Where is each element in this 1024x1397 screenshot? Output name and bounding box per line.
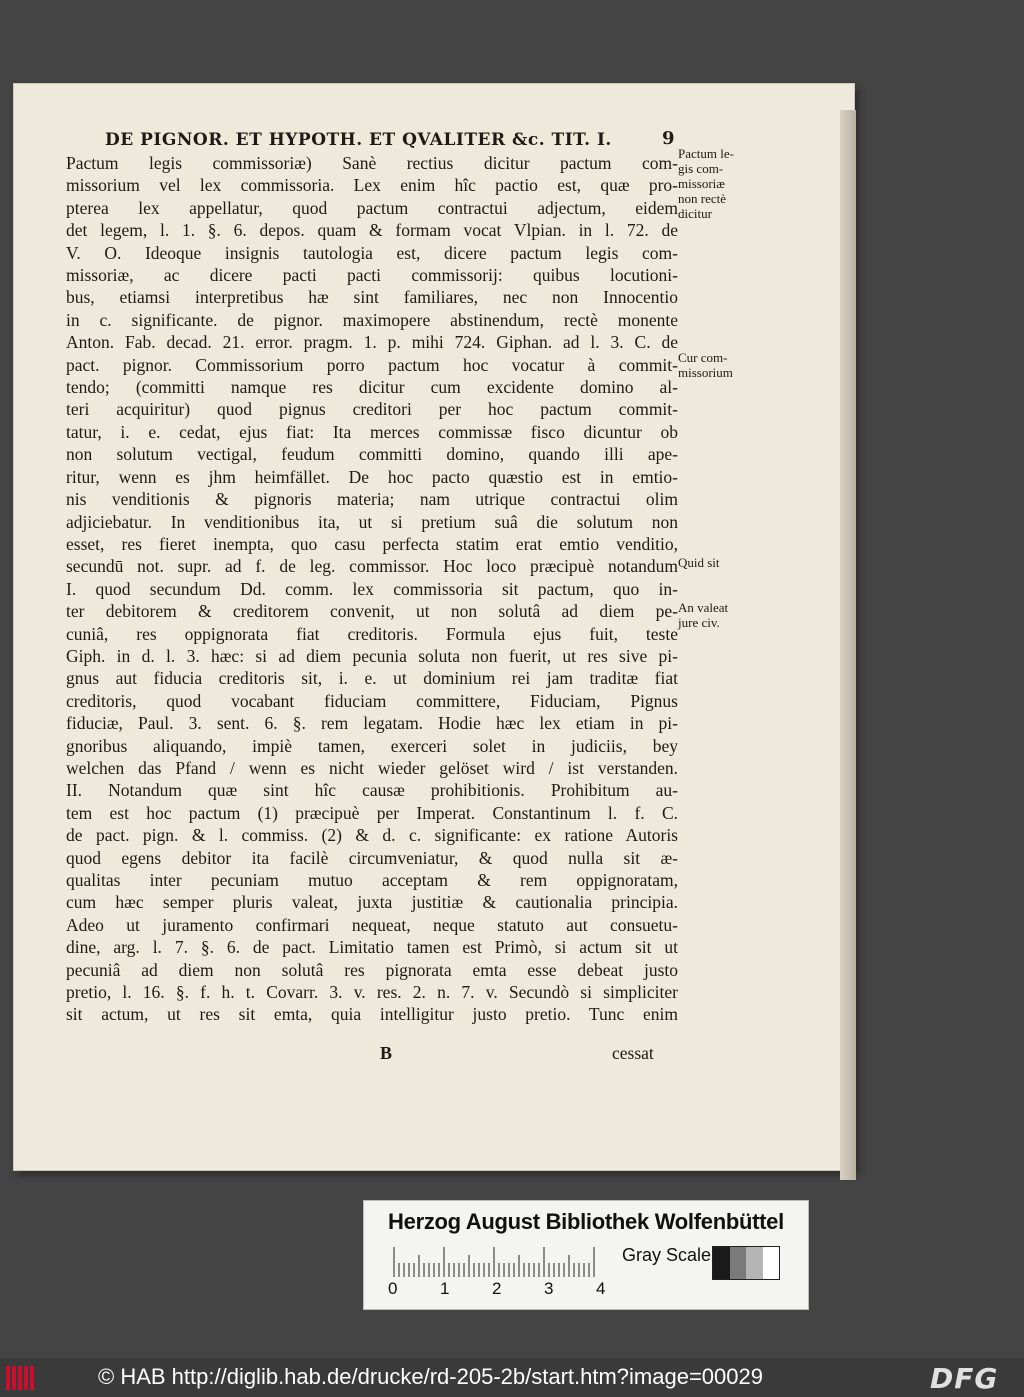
gray-swatch bbox=[730, 1247, 747, 1279]
ruler-label: 3 bbox=[544, 1279, 554, 1298]
text-line: Giph. in d. l. 3. hæc: si ad diem pecunia soluta non fuerit, ut res sive pi- bbox=[66, 645, 678, 666]
margin-note-1 bbox=[678, 146, 760, 221]
ruler-scale bbox=[392, 1245, 602, 1277]
text-line: V. O. Ideoque insignis tautologia est, dicere pactum legis com- bbox=[66, 242, 678, 263]
text-line: missorium vel lex commissoria. Lex enim hîc pactio est, quæ pro- bbox=[66, 175, 678, 196]
running-head: DE PIGNOR. ET HYPOTH. ET QVALITER &c. TIT. I. bbox=[105, 130, 612, 150]
text-line: gnus aut fiducia creditoris sit, i. e. ut dominium rei jam traditæ fiat bbox=[66, 668, 678, 689]
margin-note-2 bbox=[678, 350, 760, 380]
gray-swatch bbox=[763, 1247, 780, 1279]
text-line: II. Notandum quæ sint hîc causæ prohibitionis. Prohibitum au- bbox=[66, 780, 678, 801]
text-line: nis venditionis & pignoris materia; nam utrique contractui olim bbox=[66, 489, 678, 510]
text-line: de pact. pign. & l. commiss. (2) & d. c. significante: ex ratione Autoris bbox=[66, 825, 678, 846]
library-name: Herzog August Bibliothek Wolfenbüttel bbox=[388, 1209, 784, 1234]
footer-copyright: © HAB http://diglib.hab.de/drucke/rd-205-2b/start.htm?image=00029 bbox=[98, 1364, 763, 1389]
ruler-label: 4 bbox=[596, 1279, 606, 1298]
text-line: esset, res fieret inempta, quo casu perfecta statim erat emtio venditio, bbox=[66, 533, 678, 554]
margin-note-line: missorium bbox=[678, 365, 733, 380]
grayscale-swatches bbox=[712, 1246, 780, 1280]
text-line: secundū not. supr. ad f. de leg. commissor. Hoc loco præcipuè notandum bbox=[66, 556, 678, 577]
ruler-label: 2 bbox=[492, 1279, 502, 1298]
margin-note-4 bbox=[678, 600, 760, 630]
margin-note-line: dicitur bbox=[678, 206, 712, 221]
text-line: I. quod secundum Dd. comm. lex commissoria sit pactum, quo in- bbox=[66, 578, 678, 599]
text-line: fiduciæ, Paul. 3. sent. 6. §. rem legatam. Hodie hæc lex etiam in pi- bbox=[66, 713, 678, 734]
text-line: sit actum, ut res sit emta, quia intelligitur justo pretio. Tunc enim bbox=[66, 1004, 678, 1025]
text-line: quod egens debitor ita facilè circumveniatur, & quod nulla sit æ- bbox=[66, 847, 678, 868]
text-line: pact. pignor. Commissorium porro pactum hoc vocatur à commit- bbox=[66, 354, 678, 375]
text-line: Pactum legis commissoriæ) Sanè rectius dicitur pactum com- bbox=[66, 153, 678, 173]
margin-note-line: non rectè bbox=[678, 191, 727, 206]
text-line: creditoris, quod vocabant fiduciam committere, Fiduciam, Pignus bbox=[66, 690, 678, 711]
text-line: Anton. Fab. decad. 21. error. pragm. 1. p. mihi 724. Giphan. ad l. 3. C. de bbox=[66, 332, 678, 353]
gray-swatch bbox=[746, 1247, 763, 1279]
text-line: det legem, l. 1. §. 6. depos. quam & formam vocat Vlpian. in l. 72. de bbox=[66, 220, 678, 241]
text-line: tem est hoc pactum (1) præcipuè per Imperat. Constantinum l. f. C. bbox=[66, 802, 678, 823]
page-edge bbox=[840, 110, 856, 1180]
margin-note-line: An valeat bbox=[678, 600, 729, 615]
footer-bar bbox=[0, 1358, 1024, 1397]
text-line: dine, arg. l. 7. §. 6. de pact. Limitatio tamen est Primò, si actum sit ut bbox=[66, 937, 678, 958]
margin-note-line: missoriæ bbox=[678, 176, 725, 191]
text-line: missoriæ, ac dicere pacti pacti commissorij: quibus locutioni- bbox=[66, 265, 678, 286]
text-line: bus, etiamsi interpretibus hæ sint familiares, nec non Innocentio bbox=[66, 287, 678, 308]
text-line: ritur, wenn es jhm heimfället. De hoc pacto quæstio est in emtio- bbox=[66, 466, 678, 487]
text-line: ter debitorem & creditorem convenit, ut non solutâ ad diem pe- bbox=[66, 601, 678, 622]
text-line: tatur, i. e. cedat, ejus fiat: Ita merces commissæ fisco dicuntur ob bbox=[66, 421, 678, 442]
ruler-label: 1 bbox=[440, 1279, 450, 1298]
signature-mark: B bbox=[380, 1043, 393, 1063]
margin-note-line: jure civ. bbox=[678, 615, 720, 630]
text-line: pterea lex appellatur, quod pactum contractui adjectum, eidem bbox=[66, 197, 678, 218]
text-line: cuniâ, res oppignorata fiat creditoris. Formula ejus fuit, teste bbox=[66, 623, 678, 644]
text-line: adjiciebatur. In venditionibus ita, ut si pretium suâ die solutum non bbox=[66, 511, 678, 532]
page-number: 9 bbox=[662, 128, 675, 149]
text-line: cum hæc semper pluris valeat, juxta justitiæ & cautionalia principia. bbox=[66, 892, 678, 913]
catchword: cessat bbox=[612, 1043, 654, 1063]
gray-swatch bbox=[713, 1247, 730, 1279]
text-line: Adeo ut juramento confirmari nequeat, neque statuto aut consuetu- bbox=[66, 914, 678, 935]
dfg-logo: DFG bbox=[930, 1362, 999, 1395]
margin-note-line: Quid sit bbox=[678, 555, 720, 570]
margin-note-line: Pactum le- bbox=[678, 146, 734, 161]
text-line: welchen das Pfand / wenn es nicht wieder gelöset wird / ist verstanden. bbox=[66, 757, 678, 778]
hab-logo-icon bbox=[6, 1366, 38, 1390]
text-line: pecuniâ ad diem non solutâ res pignorata emta esse debeat justo bbox=[66, 959, 678, 980]
text-line: tendo; (committi namque res dicitur cum excidente domino al- bbox=[66, 377, 678, 398]
margin-note-3 bbox=[678, 555, 760, 570]
ruler-label: 0 bbox=[388, 1279, 398, 1298]
margin-note-line: Cur com- bbox=[678, 350, 728, 365]
text-line: gnoribus aliquando, impiè tamen, exerceri solet in judiciis, bey bbox=[66, 735, 678, 756]
body-text bbox=[66, 152, 678, 1026]
text-line: pretio, l. 16. §. f. h. t. Covarr. 3. v. res. 2. n. 7. v. Secundò si simpliciter bbox=[66, 982, 678, 1003]
text-line: qualitas inter pecuniam mutuo acceptam & rem oppignoratam, bbox=[66, 870, 678, 890]
text-line: non solutum vectigal, feudum committi domino, quando illi ape- bbox=[66, 444, 678, 465]
color-scale-card bbox=[363, 1200, 809, 1310]
margin-note-line: gis com- bbox=[678, 161, 724, 176]
grayscale-label: Gray Scale bbox=[622, 1245, 712, 1265]
text-line: teri acquiritur) quod pignus creditori per hoc pactum commit- bbox=[66, 399, 678, 420]
text-line: in c. significante. de pignor. maximopere abstinendum, rectè monente bbox=[66, 309, 678, 330]
